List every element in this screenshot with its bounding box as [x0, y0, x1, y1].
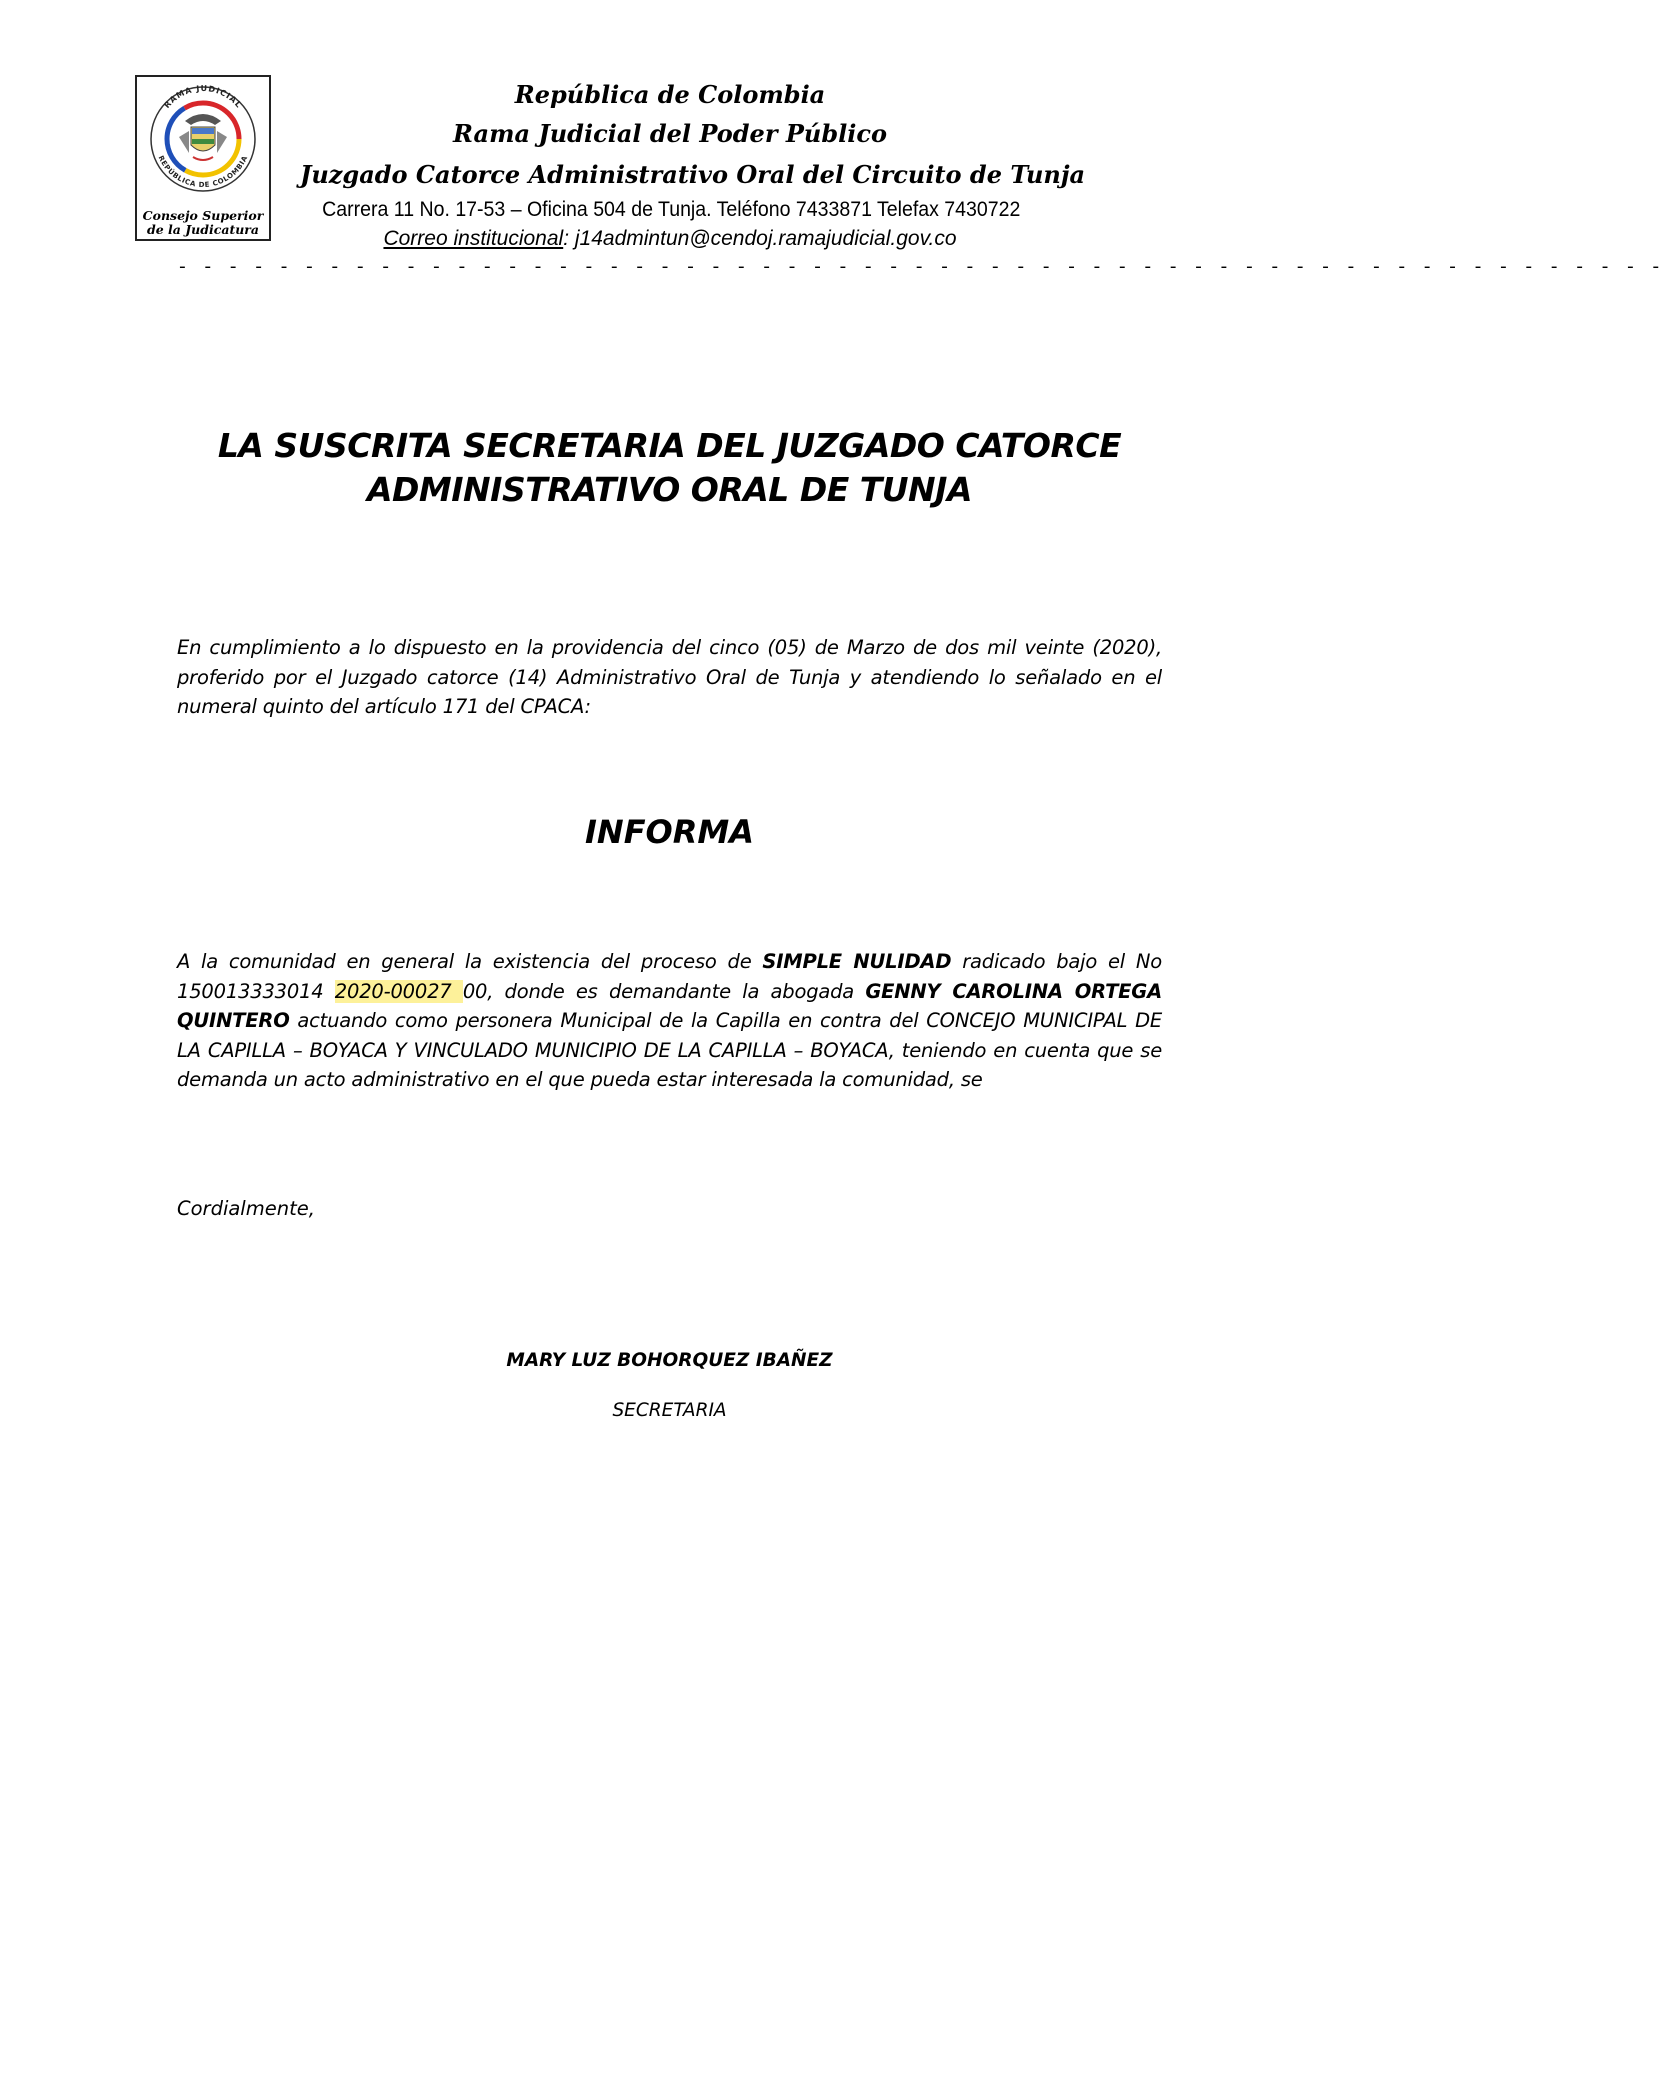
title-line2: ADMINISTRATIVO ORAL DE TUNJA [367, 470, 972, 509]
logo-caption-line2: de la Judicatura [147, 222, 259, 237]
informa-heading: INFORMA [585, 813, 754, 851]
header-dashed-rule: - - - - - - - - - - - - - - - - - - - - - - - - - - - - - - - - - - - - - - - - - - - - - - - - - - - - - - - - - - - [177, 258, 1663, 278]
svg-text:RAMA JUDICIAL [162, 84, 243, 110]
header-email-line [300, 226, 1040, 252]
seal-arc-top-text: RAMA JUDICIAL [162, 83, 244, 110]
notice-text-4: actuando como personera Municipal de la Capilla en contra del CONCEJO MUNICIPAL DE LA CAPILLA – BOYACA Y VINCULADO MUNICIPIO DE LA CAPILLA – BOYACA, teniendo en cuenta que se demanda un acto administrativo en el que pueda estar interesada la comunidad, se [177, 1009, 1162, 1091]
email-address: j14admintun@cendoj.ramajudicial.gov.co [574, 227, 957, 250]
header-branch: Rama Judicial del Poder Público [453, 119, 887, 148]
logo-caption-line1: Consejo Superior [142, 208, 264, 223]
signatory-role: SECRETARIA [612, 1400, 727, 1421]
highlighted-case-number: 2020-00027 [334, 979, 463, 1003]
signatory-name: MARY LUZ BOHORQUEZ IBAÑEZ [506, 1350, 833, 1371]
title-line1: LA SUSCRITA SECRETARIA DEL JUZGADO CATORCE [217, 426, 1122, 465]
seal-arc-bottom-text: REPÚBLICA DE COLOMBIA [156, 154, 250, 190]
notice-text-1: A la comunidad en general la existencia del proceso de [177, 950, 763, 973]
email-label: Correo institucional [383, 227, 564, 250]
header-country: República de Colombia [514, 80, 826, 109]
document-title [177, 424, 1162, 512]
judicial-seal-logo [135, 75, 271, 241]
notice-text-2: radicado bajo el No 150013333014 [177, 950, 1162, 1003]
notice-paragraph [177, 947, 1162, 1095]
header-court: Juzgado Catorce Administrativo Oral del Circuito de Tunja [300, 160, 1086, 189]
process-type: SIMPLE NULIDAD [762, 950, 952, 973]
plaintiff-name: GENNY CAROLINA ORTEGA QUINTERO [177, 979, 1162, 1032]
email-separator: : [563, 227, 575, 250]
header-contact: Carrera 11 No. 17-53 – Oficina 504 de Tunja. Teléfono 7433871 Telefax 7430722 [322, 198, 1021, 221]
closing-salutation: Cordialmente, [177, 1197, 315, 1220]
notice-text-3: 00, donde es demandante la abogada [462, 979, 866, 1003]
intro-paragraph: En cumplimiento a lo dispuesto en la providencia del cinco (05) de Marzo de dos mil veinte (2020), proferido por el Juzgado catorce (14) Administrativo Oral de Tunja y atendiendo lo señalado en el numeral quinto del artículo 171 del CPACA: [177, 636, 1162, 718]
